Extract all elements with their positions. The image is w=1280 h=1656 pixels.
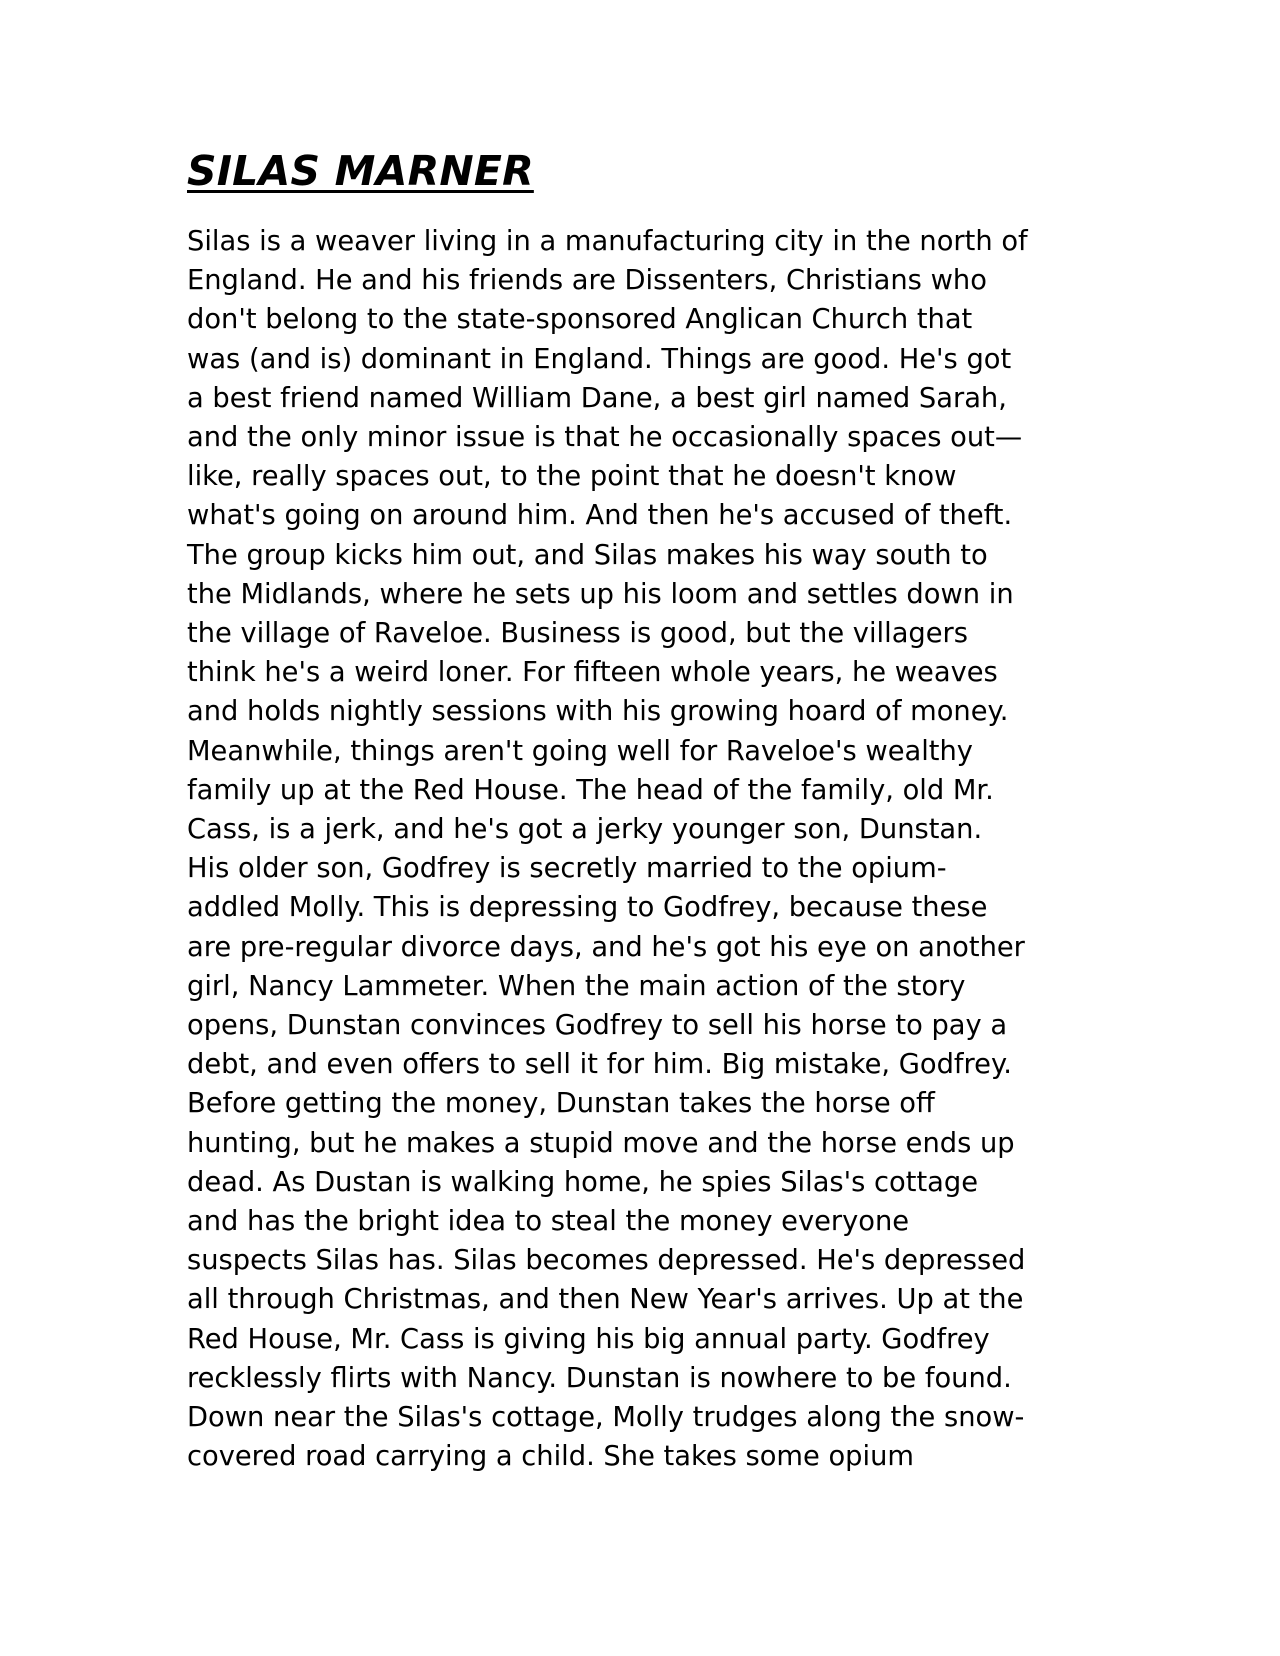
text-line: His older son, Godfrey is secretly married to the opium- [187,853,947,885]
text-line: and holds nightly sessions with his growing hoard of money. [187,696,1009,728]
text-line: Down near the Silas's cottage, Molly trudges along the snow- [187,1402,1025,1434]
text-line: England. He and his friends are Dissenters, Christians who [187,265,987,297]
text-line: a best friend named William Dane, a best girl named Sarah, [187,382,1007,414]
text-line: covered road carrying a child. She takes some opium [187,1441,914,1473]
text-line: and the only minor issue is that he occasionally spaces out— [187,422,1023,454]
text-line: are pre-regular divorce days, and he's got his eye on another [187,931,1025,963]
text-line: what's going on around him. And then he's accused of theft. [187,500,1013,532]
text-line: debt, and even offers to sell it for him. Big mistake, Godfrey. [187,1049,1012,1081]
text-line: The group kicks him out, and Silas makes his way south to [187,539,988,571]
text-line: the village of Raveloe. Business is good, but the villagers [187,618,968,650]
text-line: family up at the Red House. The head of the family, old Mr. [187,774,994,806]
text-line: think he's a weird loner. For fifteen whole years, he weaves [187,657,998,689]
text-line: Meanwhile, things aren't going well for Raveloe's wealthy [187,735,973,767]
text-line: Before getting the money, Dunstan takes the horse off [187,1088,935,1120]
text-line: like, really spaces out, to the point that he doesn't know [187,461,957,493]
text-line: dead. As Dustan is walking home, he spies Silas's cottage [187,1166,979,1198]
document-title: SILAS MARNER [187,147,534,195]
text-line: opens, Dunstan convinces Godfrey to sell his horse to pay a [187,1010,1008,1042]
text-line: don't belong to the state-sponsored Anglican Church that [187,304,973,336]
text-line: all through Christmas, and then New Year's arrives. Up at the [187,1284,1024,1316]
summary-paragraph [187,222,1107,1477]
text-line: addled Molly. This is depressing to Godfrey, because these [187,892,988,924]
text-line: Red House, Mr. Cass is giving his big annual party. Godfrey [187,1323,990,1355]
text-line: hunting, but he makes a stupid move and the horse ends up [187,1127,1015,1159]
text-line: was (and is) dominant in England. Things are good. He's got [187,343,1012,375]
text-line: and has the bright idea to steal the money everyone [187,1206,910,1238]
text-line: recklessly flirts with Nancy. Dunstan is nowhere to be found. [187,1362,1012,1394]
text-line: girl, Nancy Lammeter. When the main action of the story [187,970,966,1002]
text-line: suspects Silas has. Silas becomes depressed. He's depressed [187,1245,1026,1277]
text-line: the Midlands, where he sets up his loom and settles down in [187,578,1014,610]
text-line: Silas is a weaver living in a manufacturing city in the north of [187,226,1028,257]
text-line: Cass, is a jerk, and he's got a jerky younger son, Dunstan. [187,814,983,846]
